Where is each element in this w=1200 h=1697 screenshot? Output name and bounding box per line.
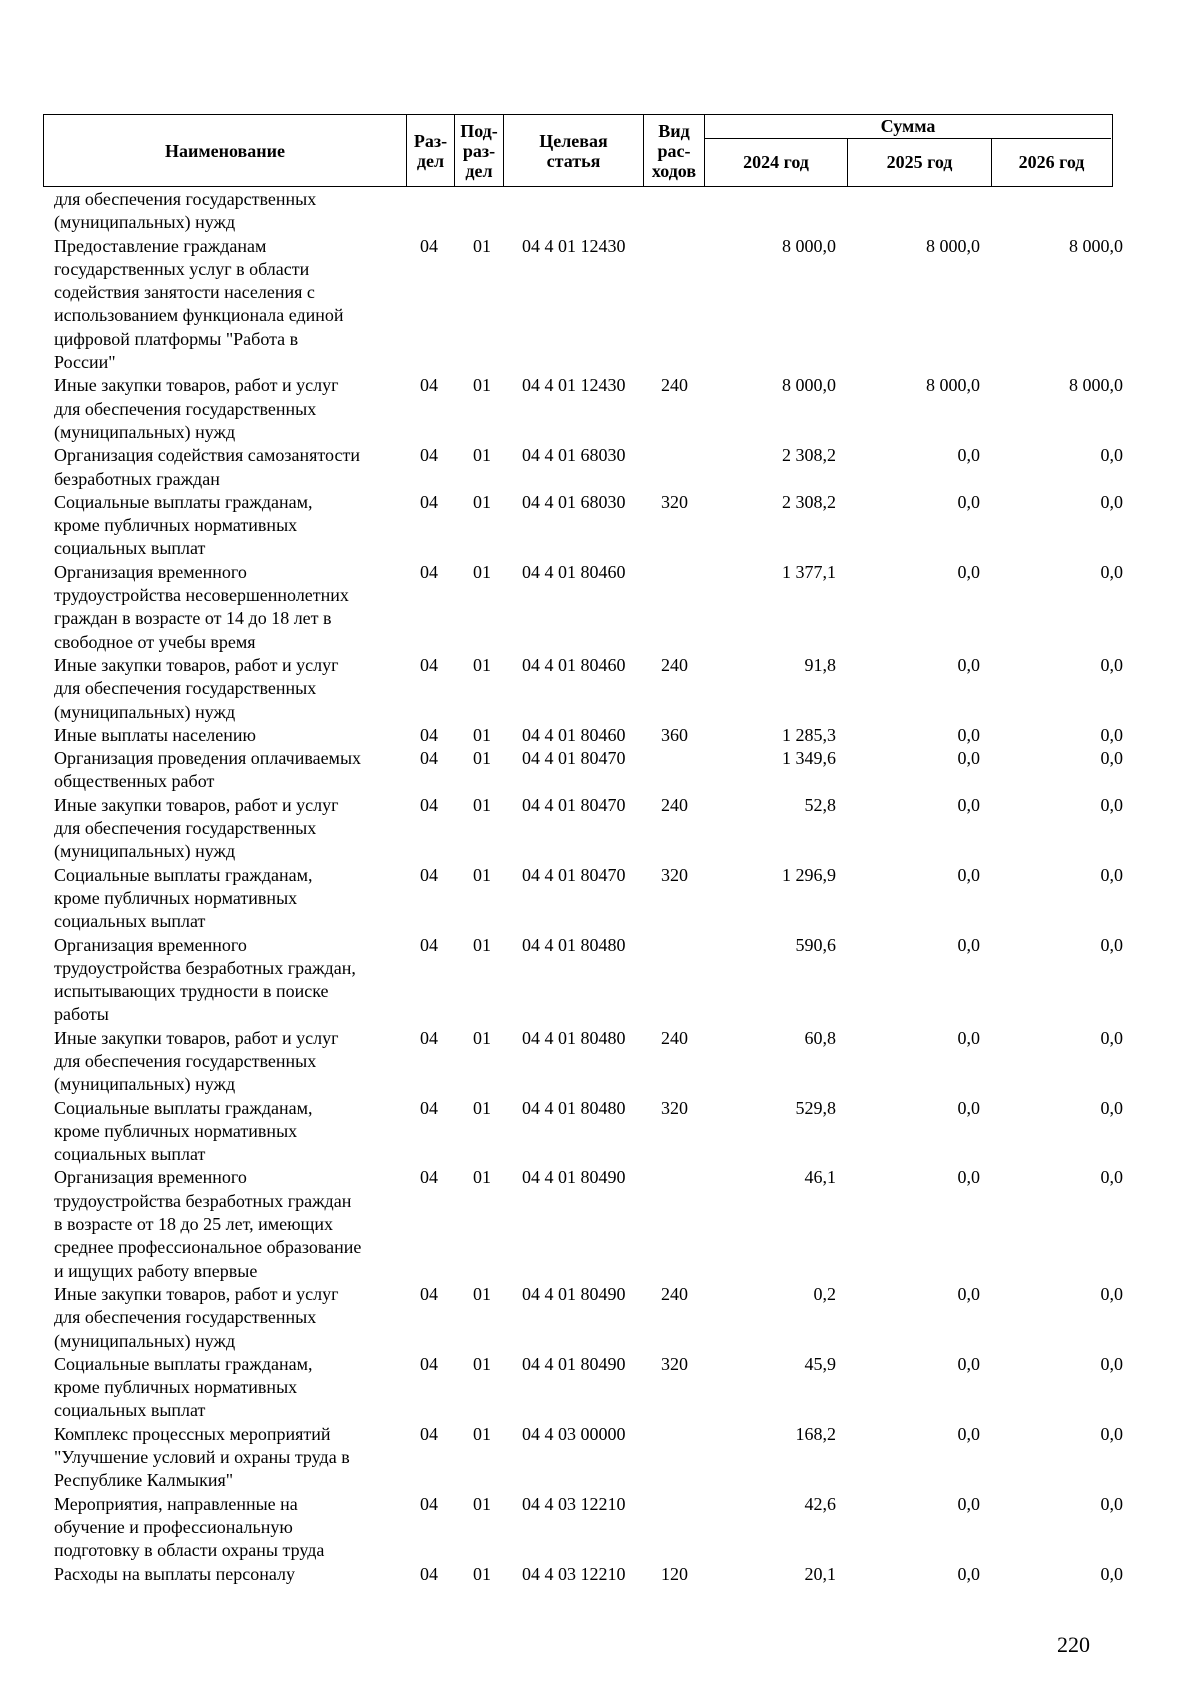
page-number: 220 [1057, 1632, 1090, 1657]
row-vid: 240 [661, 794, 688, 815]
row-amount-2024: 60,8 [804, 1027, 836, 1048]
row-vid: 360 [661, 724, 688, 745]
row-name-line: Иные закупки товаров, работ и услуг [54, 1283, 339, 1304]
row-celevaya: 04 4 01 68030 [522, 445, 626, 466]
row-amount-2025: 8 000,0 [926, 235, 980, 256]
row-amount-2025: 0,0 [957, 934, 980, 955]
row-name [54, 1423, 404, 1493]
row-name-line: Организация временного [54, 934, 247, 955]
row-amount-2025: 0,0 [957, 724, 980, 745]
row-name [54, 1283, 404, 1353]
row-razdel: 04 [420, 1563, 438, 1584]
row-name [54, 934, 404, 1027]
row-amount-2024: 46,1 [804, 1167, 836, 1188]
table-row [0, 1563, 1200, 1586]
row-celevaya: 04 4 01 80490 [522, 1353, 626, 1374]
row-amount-2024: 1 349,6 [782, 748, 836, 769]
row-name-line: Организация содействия самозанятости [54, 445, 360, 466]
header-podrazdel-label [460, 121, 498, 181]
row-name-line: для обеспечения государственных [54, 1050, 317, 1071]
row-name-line: Иные выплаты населению [54, 724, 256, 745]
row-podrazdel: 01 [473, 1027, 491, 1048]
row-amount-2025: 0,0 [957, 748, 980, 769]
row-name [54, 747, 404, 794]
row-name-line: кроме публичных нормативных [54, 1120, 298, 1141]
row-amount-2026: 0,0 [1100, 445, 1123, 466]
row-name-line: Расходы на выплаты персоналу [54, 1563, 295, 1584]
row-name [54, 444, 404, 491]
row-amount-2026: 0,0 [1100, 794, 1123, 815]
row-name [54, 654, 404, 724]
row-name [54, 1166, 404, 1282]
row-celevaya: 04 4 01 80470 [522, 748, 626, 769]
row-name-line: Иные закупки товаров, работ и услуг [54, 1027, 339, 1048]
row-razdel: 04 [420, 491, 438, 512]
row-amount-2025: 0,0 [957, 1027, 980, 1048]
row-vid: 240 [661, 654, 688, 675]
row-celevaya: 04 4 01 80480 [522, 1027, 626, 1048]
row-name-line: в возрасте от 18 до 25 лет, имеющих [54, 1214, 334, 1235]
row-name [54, 1027, 404, 1097]
header-podrazdel-line: Под- [460, 120, 498, 141]
header-summa-label: Сумма [880, 116, 936, 136]
row-vid: 240 [661, 375, 688, 396]
row-amount-2024: 529,8 [795, 1097, 836, 1118]
row-name-line: кроме публичных нормативных [54, 887, 298, 908]
table-row [0, 235, 1200, 375]
row-celevaya: 04 4 01 80470 [522, 794, 626, 815]
row-name-line: Социальные выплаты гражданам, [54, 491, 313, 512]
row-name-line: социальных выплат [54, 911, 206, 932]
row-name-line: граждан в возрасте от 14 до 18 лет в [54, 608, 332, 629]
row-amount-2024: 8 000,0 [782, 375, 836, 396]
row-podrazdel: 01 [473, 445, 491, 466]
row-name-line: социальных выплат [54, 1144, 206, 1165]
row-amount-2025: 0,0 [957, 445, 980, 466]
row-razdel: 04 [420, 1167, 438, 1188]
row-name [54, 724, 404, 747]
header-vid-label [652, 121, 696, 181]
row-name-line: испытывающих трудности в поиске [54, 981, 329, 1002]
row-name [54, 794, 404, 864]
row-name-line: содействия занятости населения с [54, 282, 315, 303]
row-name-line: Иные закупки товаров, работ и услуг [54, 375, 339, 396]
row-podrazdel: 01 [473, 561, 491, 582]
row-amount-2024: 168,2 [795, 1423, 836, 1444]
row-razdel: 04 [420, 1097, 438, 1118]
row-name-line: (муниципальных) нужд [54, 1074, 236, 1095]
table-row [0, 1166, 1200, 1282]
row-name-line: Организация временного [54, 561, 247, 582]
row-amount-2025: 0,0 [957, 1283, 980, 1304]
row-amount-2026: 0,0 [1100, 654, 1123, 675]
row-name-line: подготовку в области охраны труда [54, 1540, 325, 1561]
row-amount-2024: 0,2 [813, 1283, 836, 1304]
row-amount-2026: 0,0 [1100, 1563, 1123, 1584]
row-amount-2025: 0,0 [957, 1167, 980, 1188]
row-podrazdel: 01 [473, 1493, 491, 1514]
header-year-label: 2024 год [743, 152, 809, 172]
row-name-line: (муниципальных) нужд [54, 212, 236, 233]
row-amount-2025: 0,0 [957, 794, 980, 815]
row-name-line: государственных услуг в области [54, 258, 310, 279]
header-celevaya [504, 115, 644, 186]
row-amount-2024: 45,9 [804, 1353, 836, 1374]
row-name-line: России" [54, 352, 116, 373]
row-amount-2026: 0,0 [1100, 1097, 1123, 1118]
row-amount-2024: 1 296,9 [782, 864, 836, 885]
header-celevaya-label [539, 131, 608, 171]
row-name-line: Иные закупки товаров, работ и услуг [54, 794, 339, 815]
row-amount-2024: 91,8 [804, 654, 836, 675]
header-podrazdel-line: дел [465, 160, 493, 181]
row-name-line: (муниципальных) нужд [54, 421, 236, 442]
row-name [54, 235, 404, 375]
header-name-label: Наименование [165, 140, 285, 161]
row-razdel: 04 [420, 375, 438, 396]
row-celevaya: 04 4 01 12430 [522, 375, 626, 396]
header-name [44, 115, 407, 186]
row-razdel: 04 [420, 864, 438, 885]
table-row [0, 1423, 1200, 1493]
row-amount-2024: 2 308,2 [782, 445, 836, 466]
row-amount-2024: 42,6 [804, 1493, 836, 1514]
row-podrazdel: 01 [473, 491, 491, 512]
row-name-line: (муниципальных) нужд [54, 841, 236, 862]
row-vid: 240 [661, 1283, 688, 1304]
row-amount-2024: 20,1 [804, 1563, 836, 1584]
row-amount-2025: 0,0 [957, 1563, 980, 1584]
row-vid: 320 [661, 1097, 688, 1118]
row-amount-2026: 0,0 [1100, 1353, 1123, 1374]
row-name-line: обучение и профессиональную [54, 1516, 293, 1537]
table-row [0, 654, 1200, 724]
table-row [0, 864, 1200, 934]
table-row [0, 794, 1200, 864]
row-name-line: использованием функционала единой [54, 305, 344, 326]
row-amount-2026: 0,0 [1100, 724, 1123, 745]
table-row [0, 491, 1200, 561]
row-vid: 320 [661, 864, 688, 885]
header-celevaya-line: Целевая [539, 130, 608, 151]
header-vid-line: рас- [657, 140, 691, 161]
row-razdel: 04 [420, 561, 438, 582]
row-razdel: 04 [420, 654, 438, 675]
row-amount-2026: 0,0 [1100, 1423, 1123, 1444]
row-name-line: (муниципальных) нужд [54, 1330, 236, 1351]
header-vid-line: ходов [651, 160, 697, 181]
row-podrazdel: 01 [473, 1423, 491, 1444]
row-celevaya: 04 4 01 80490 [522, 1283, 626, 1304]
row-podrazdel: 01 [473, 235, 491, 256]
row-name-line: Республике Калмыкия" [54, 1470, 234, 1491]
header-year-2025 [848, 139, 992, 186]
row-name [54, 864, 404, 934]
row-name-line: трудоустройства несовершеннолетних [54, 585, 349, 606]
row-amount-2026: 0,0 [1100, 1027, 1123, 1048]
table-row [0, 1353, 1200, 1423]
row-celevaya: 04 4 01 12430 [522, 235, 626, 256]
table-row [0, 374, 1200, 444]
row-amount-2024: 8 000,0 [782, 235, 836, 256]
row-name-line: для обеспечения государственных [54, 398, 317, 419]
row-name-line: "Улучшение условий и охраны труда в [54, 1447, 350, 1468]
row-amount-2025: 8 000,0 [926, 375, 980, 396]
row-amount-2025: 0,0 [957, 1097, 980, 1118]
row-amount-2025: 0,0 [957, 491, 980, 512]
row-podrazdel: 01 [473, 1283, 491, 1304]
row-vid: 320 [661, 1353, 688, 1374]
row-name [54, 1563, 404, 1586]
row-amount-2024: 2 308,2 [782, 491, 836, 512]
row-name-line: Организация проведения оплачиваемых [54, 748, 362, 769]
row-name [54, 374, 404, 444]
row-name-line: Социальные выплаты гражданам, [54, 1097, 313, 1118]
header-year-label: 2026 год [1018, 152, 1085, 172]
row-name-line: для обеспечения государственных [54, 818, 317, 839]
header-celevaya-line: статья [546, 150, 601, 171]
table-row [0, 1493, 1200, 1563]
row-name [54, 1493, 404, 1563]
header-vid-line: Вид [658, 120, 690, 141]
row-name-line: кроме публичных нормативных [54, 1377, 298, 1398]
header-podrazdel [455, 115, 504, 186]
row-celevaya: 04 4 01 80460 [522, 654, 626, 675]
table-header [43, 114, 1113, 187]
row-amount-2026: 0,0 [1100, 1283, 1123, 1304]
row-celevaya: 04 4 03 12210 [522, 1563, 626, 1584]
row-razdel: 04 [420, 724, 438, 745]
row-name-line: среднее профессиональное образование [54, 1237, 362, 1258]
table-row [0, 747, 1200, 794]
row-podrazdel: 01 [473, 1353, 491, 1374]
row-razdel: 04 [420, 1027, 438, 1048]
row-amount-2026: 0,0 [1100, 1167, 1123, 1188]
row-name [54, 1353, 404, 1423]
row-name-line: и ищущих работу впервые [54, 1260, 258, 1281]
row-razdel: 04 [420, 748, 438, 769]
table-row [0, 724, 1200, 747]
row-amount-2025: 0,0 [957, 1493, 980, 1514]
row-amount-2026: 8 000,0 [1069, 375, 1123, 396]
table-row [0, 1027, 1200, 1097]
table-row [0, 1097, 1200, 1167]
row-name-line: трудоустройства безработных граждан, [54, 957, 356, 978]
row-amount-2025: 0,0 [957, 654, 980, 675]
row-celevaya: 04 4 01 80470 [522, 864, 626, 885]
header-razdel [407, 115, 455, 186]
row-razdel: 04 [420, 1283, 438, 1304]
row-razdel: 04 [420, 1353, 438, 1374]
row-name-line: безработных граждан [54, 468, 220, 489]
row-amount-2025: 0,0 [957, 864, 980, 885]
header-summa [705, 115, 1111, 139]
table-row [0, 561, 1200, 654]
row-celevaya: 04 4 01 68030 [522, 491, 626, 512]
row-celevaya: 04 4 03 12210 [522, 1493, 626, 1514]
table-body [0, 188, 1200, 1586]
row-celevaya: 04 4 01 80460 [522, 724, 626, 745]
table-row [0, 188, 1200, 235]
row-name-line: кроме публичных нормативных [54, 515, 298, 536]
row-celevaya: 04 4 01 80480 [522, 1097, 626, 1118]
row-name [54, 491, 404, 561]
row-vid: 120 [661, 1563, 688, 1584]
row-name-line: трудоустройства безработных граждан [54, 1190, 352, 1211]
row-name-line: Иные закупки товаров, работ и услуг [54, 654, 339, 675]
row-amount-2025: 0,0 [957, 561, 980, 582]
row-amount-2026: 0,0 [1100, 864, 1123, 885]
row-amount-2025: 0,0 [957, 1353, 980, 1374]
row-podrazdel: 01 [473, 375, 491, 396]
row-podrazdel: 01 [473, 1167, 491, 1188]
table-row [0, 444, 1200, 491]
table-row [0, 1283, 1200, 1353]
row-podrazdel: 01 [473, 934, 491, 955]
row-name-line: для обеспечения государственных [54, 678, 317, 699]
row-amount-2026: 0,0 [1100, 1493, 1123, 1514]
row-podrazdel: 01 [473, 748, 491, 769]
row-name-line: свободное от учебы время [54, 631, 256, 652]
row-vid: 240 [661, 1027, 688, 1048]
row-podrazdel: 01 [473, 724, 491, 745]
row-name-line: Мероприятия, направленные на [54, 1493, 298, 1514]
row-celevaya: 04 4 01 80490 [522, 1167, 626, 1188]
row-podrazdel: 01 [473, 1563, 491, 1584]
row-amount-2026: 0,0 [1100, 748, 1123, 769]
row-amount-2024: 1 377,1 [782, 561, 836, 582]
header-razdel-line: дел [416, 150, 445, 171]
row-name-line: социальных выплат [54, 538, 206, 559]
row-amount-2024: 52,8 [804, 794, 836, 815]
row-podrazdel: 01 [473, 794, 491, 815]
row-amount-2026: 0,0 [1100, 561, 1123, 582]
row-vid: 320 [661, 491, 688, 512]
row-podrazdel: 01 [473, 654, 491, 675]
header-year-2024 [705, 139, 848, 186]
row-name-line: Организация временного [54, 1167, 247, 1188]
row-name-line: для обеспечения государственных [54, 189, 317, 209]
row-name-line: Комплекс процессных мероприятий [54, 1423, 331, 1444]
row-name-line: Социальные выплаты гражданам, [54, 864, 313, 885]
header-razdel-label [414, 131, 447, 171]
row-podrazdel: 01 [473, 864, 491, 885]
row-amount-2024: 1 285,3 [782, 724, 836, 745]
row-amount-2026: 0,0 [1100, 934, 1123, 955]
row-razdel: 04 [420, 794, 438, 815]
row-amount-2025: 0,0 [957, 1423, 980, 1444]
row-name-line: Социальные выплаты гражданам, [54, 1353, 313, 1374]
row-podrazdel: 01 [473, 1097, 491, 1118]
header-vid [644, 115, 705, 186]
row-name-line: для обеспечения государственных [54, 1307, 317, 1328]
row-name-line: цифровой платформы "Работа в [54, 328, 299, 349]
row-celevaya: 04 4 01 80480 [522, 934, 626, 955]
row-celevaya: 04 4 03 00000 [522, 1423, 626, 1444]
header-podrazdel-line: раз- [462, 140, 496, 161]
row-name [54, 188, 404, 235]
row-razdel: 04 [420, 445, 438, 466]
header-razdel-line: Раз- [413, 130, 448, 151]
row-razdel: 04 [420, 1423, 438, 1444]
row-name [54, 561, 404, 654]
row-name-line: социальных выплат [54, 1400, 206, 1421]
row-amount-2026: 8 000,0 [1069, 235, 1123, 256]
row-celevaya: 04 4 01 80460 [522, 561, 626, 582]
row-name-line: (муниципальных) нужд [54, 701, 236, 722]
row-name-line: Предоставление гражданам [54, 235, 267, 256]
row-name [54, 1097, 404, 1167]
row-amount-2024: 590,6 [795, 934, 836, 955]
row-amount-2026: 0,0 [1100, 491, 1123, 512]
row-razdel: 04 [420, 934, 438, 955]
row-name-line: работы [54, 1004, 109, 1025]
row-razdel: 04 [420, 235, 438, 256]
header-year-2026 [992, 139, 1111, 186]
table-row [0, 934, 1200, 1027]
row-name-line: общественных работ [54, 771, 215, 792]
header-year-label: 2025 год [886, 152, 953, 172]
row-razdel: 04 [420, 1493, 438, 1514]
